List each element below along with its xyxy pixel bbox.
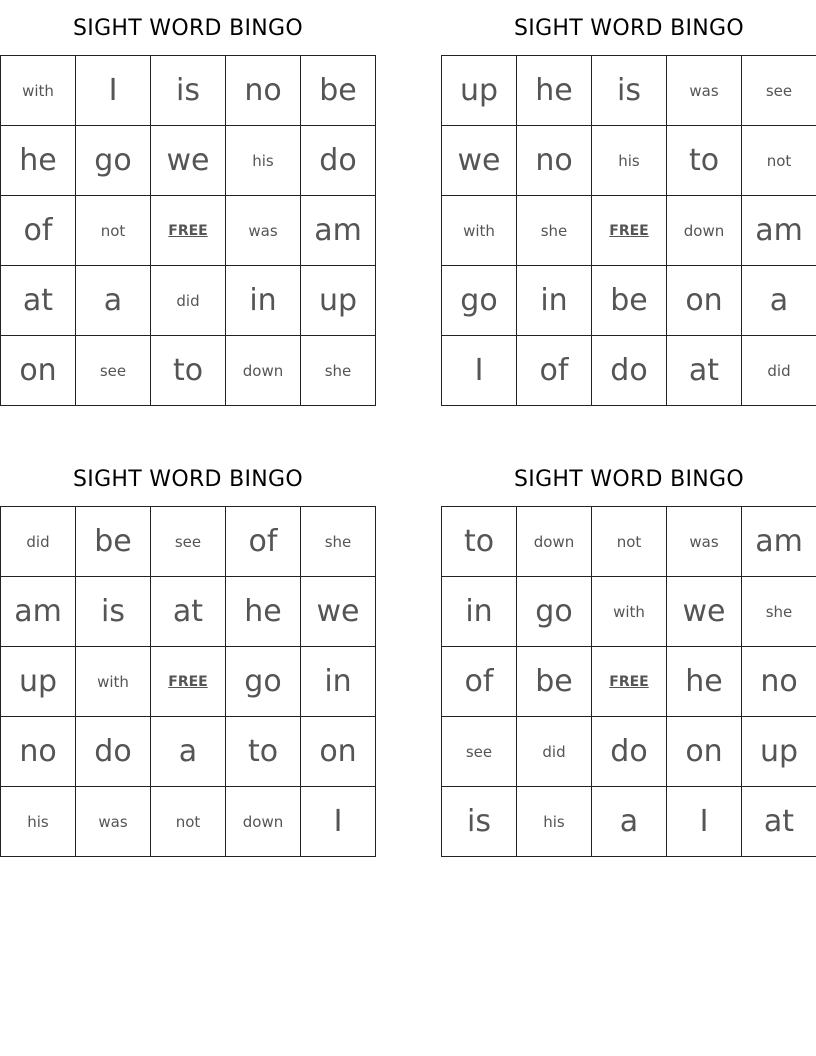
bingo-cell: do — [592, 336, 667, 406]
bingo-cell: a — [742, 266, 816, 336]
bingo-cell: she — [301, 507, 376, 577]
bingo-cell: at — [742, 787, 816, 857]
bingo-cell: down — [226, 336, 301, 406]
bingo-cell: do — [76, 717, 151, 787]
bingo-cell: to — [442, 507, 517, 577]
bingo-cell: am — [742, 196, 816, 266]
bingo-cell: to — [667, 126, 742, 196]
bingo-cell: go — [76, 126, 151, 196]
bingo-cell: up — [742, 717, 816, 787]
bingo-cell: at — [1, 266, 76, 336]
bingo-cell: did — [742, 336, 816, 406]
bingo-cell: to — [151, 336, 226, 406]
bingo-cell: his — [517, 787, 592, 857]
bingo-cell: go — [517, 577, 592, 647]
bingo-cell: on — [301, 717, 376, 787]
bingo-cell: she — [301, 336, 376, 406]
bingo-grid — [441, 55, 816, 406]
bingo-cell: a — [151, 717, 226, 787]
bingo-cell: be — [592, 266, 667, 336]
bingo-cell: on — [667, 717, 742, 787]
bingo-cell: did — [1, 507, 76, 577]
free-space-cell: FREE — [592, 196, 667, 266]
bingo-cell: go — [442, 266, 517, 336]
bingo-cell: at — [667, 336, 742, 406]
bingo-cell: she — [517, 196, 592, 266]
bingo-cell: be — [301, 56, 376, 126]
bingo-cell: is — [76, 577, 151, 647]
bingo-cell: a — [76, 266, 151, 336]
bingo-cell: in — [517, 266, 592, 336]
bingo-cell: down — [667, 196, 742, 266]
bingo-cell: go — [226, 647, 301, 717]
card-title: SIGHT WORD BINGO — [73, 467, 303, 492]
bingo-cell: with — [76, 647, 151, 717]
card-title: SIGHT WORD BINGO — [73, 16, 303, 41]
bingo-cell: in — [226, 266, 301, 336]
bingo-cell: see — [742, 56, 816, 126]
bingo-cell: is — [592, 56, 667, 126]
free-space-cell: FREE — [151, 647, 226, 717]
bingo-cell: up — [301, 266, 376, 336]
bingo-cell: did — [517, 717, 592, 787]
bingo-cell: on — [667, 266, 742, 336]
bingo-cell: on — [1, 336, 76, 406]
bingo-cell: do — [592, 717, 667, 787]
free-space-cell: FREE — [151, 196, 226, 266]
bingo-cell: not — [76, 196, 151, 266]
bingo-cell: with — [1, 56, 76, 126]
bingo-cell: am — [301, 196, 376, 266]
bingo-cell: she — [742, 577, 816, 647]
bingo-cell: his — [226, 126, 301, 196]
bingo-grid — [0, 506, 376, 857]
bingo-cell: down — [226, 787, 301, 857]
bingo-cell: was — [76, 787, 151, 857]
bingo-cell: he — [667, 647, 742, 717]
bingo-cell: I — [301, 787, 376, 857]
bingo-card-1 — [0, 1, 376, 406]
bingo-cell: see — [151, 507, 226, 577]
bingo-grid — [0, 55, 376, 406]
bingo-cell: his — [1, 787, 76, 857]
bingo-cell: a — [592, 787, 667, 857]
bingo-cell: no — [742, 647, 816, 717]
bingo-cell: not — [151, 787, 226, 857]
bingo-cell: at — [151, 577, 226, 647]
bingo-cell: down — [517, 507, 592, 577]
bingo-cell: with — [442, 196, 517, 266]
bingo-grid — [441, 506, 816, 857]
bingo-cell: no — [1, 717, 76, 787]
bingo-card-2 — [441, 1, 816, 406]
bingo-cell: up — [442, 56, 517, 126]
bingo-cell: no — [226, 56, 301, 126]
bingo-cell: is — [151, 56, 226, 126]
card-title: SIGHT WORD BINGO — [514, 467, 744, 492]
bingo-cell: is — [442, 787, 517, 857]
bingo-cell: I — [667, 787, 742, 857]
bingo-cell: in — [442, 577, 517, 647]
bingo-cell: be — [517, 647, 592, 717]
bingo-cell: of — [517, 336, 592, 406]
bingo-cell: of — [442, 647, 517, 717]
bingo-cell: not — [592, 507, 667, 577]
bingo-cell: do — [301, 126, 376, 196]
bingo-cell: I — [442, 336, 517, 406]
bingo-cell: be — [76, 507, 151, 577]
bingo-cell: am — [1, 577, 76, 647]
bingo-cell: we — [667, 577, 742, 647]
bingo-cell: of — [226, 507, 301, 577]
bingo-cell: he — [1, 126, 76, 196]
bingo-cell: was — [667, 56, 742, 126]
bingo-cell: was — [226, 196, 301, 266]
bingo-cell: of — [1, 196, 76, 266]
bingo-cell: he — [517, 56, 592, 126]
free-space-cell: FREE — [592, 647, 667, 717]
bingo-cell: in — [301, 647, 376, 717]
bingo-cell: no — [517, 126, 592, 196]
card-title: SIGHT WORD BINGO — [514, 16, 744, 41]
bingo-cell: we — [301, 577, 376, 647]
bingo-cell: see — [76, 336, 151, 406]
bingo-cell: not — [742, 126, 816, 196]
bingo-card-4 — [441, 452, 816, 857]
bingo-cell: I — [76, 56, 151, 126]
bingo-cell: up — [1, 647, 76, 717]
bingo-cell: with — [592, 577, 667, 647]
bingo-cell: we — [442, 126, 517, 196]
bingo-cell: see — [442, 717, 517, 787]
bingo-cell: did — [151, 266, 226, 336]
bingo-cell: we — [151, 126, 226, 196]
bingo-cell: his — [592, 126, 667, 196]
bingo-cell: was — [667, 507, 742, 577]
bingo-card-3 — [0, 452, 376, 857]
bingo-cell: to — [226, 717, 301, 787]
bingo-cell: he — [226, 577, 301, 647]
bingo-cell: am — [742, 507, 816, 577]
